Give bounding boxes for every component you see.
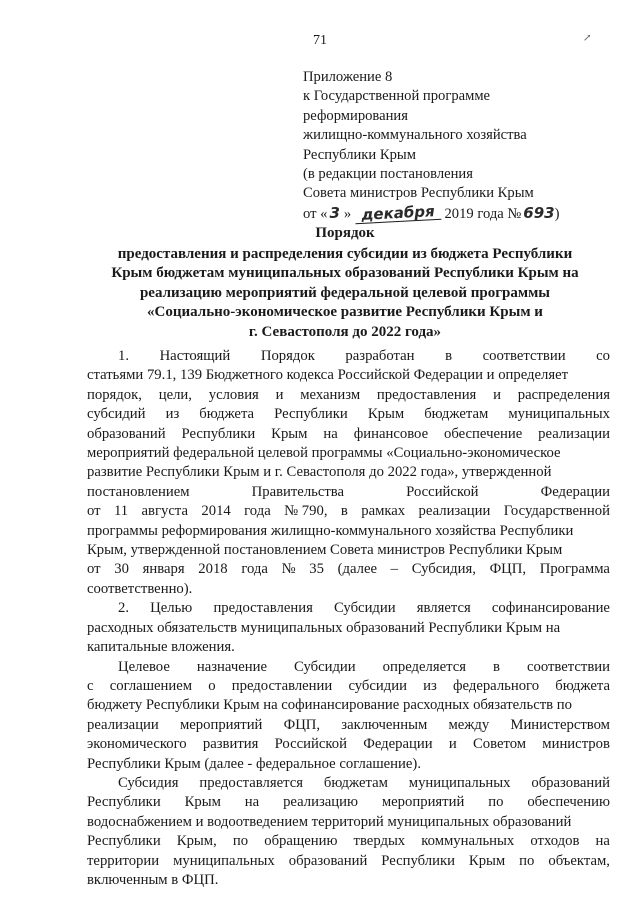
word: Республики	[87, 794, 161, 811]
word: Субсидия	[118, 774, 179, 791]
text-line	[87, 774, 610, 793]
word: 1.	[118, 348, 130, 364]
text-line	[87, 541, 610, 560]
word: по	[232, 833, 249, 850]
text-line	[87, 658, 610, 677]
word: порядок,	[87, 386, 142, 403]
word: отходов	[530, 833, 580, 850]
word: развитие Республики Крым и г. Севастополя до 2022 года», утвержденной	[87, 464, 552, 481]
word: Субсидии	[294, 658, 356, 675]
word: 11	[113, 503, 129, 520]
text-line	[87, 735, 610, 754]
paragraph-3	[87, 658, 610, 774]
word: Настоящий	[159, 348, 231, 364]
word: и	[493, 386, 501, 403]
word: Российской	[406, 483, 479, 500]
word: предоставления	[213, 600, 313, 617]
word: соответственно).	[87, 580, 193, 597]
word: 30	[114, 561, 129, 578]
appendix-line: Республики Крым	[303, 146, 416, 163]
word: Государственной	[503, 503, 610, 520]
sign-suffix: )	[554, 205, 560, 222]
word: бюджета	[199, 406, 255, 423]
word: обеспечению	[527, 794, 610, 811]
word: 2014	[201, 503, 231, 520]
text-line	[87, 813, 610, 832]
appendix-line: (в редакции постановления	[303, 166, 473, 183]
word: Крым	[367, 406, 405, 423]
handwritten-month: декабря	[354, 203, 441, 224]
word: федерального	[453, 677, 540, 694]
word: 2018	[198, 561, 228, 578]
decree-date-line	[303, 201, 623, 224]
word: мероприятий федеральной целевой программы «Социально-экономическое	[87, 445, 561, 462]
word: в	[493, 658, 500, 675]
word: Крым,	[176, 833, 217, 850]
text-line	[87, 755, 610, 774]
word: мероприятий	[381, 794, 465, 811]
word: (далее	[337, 561, 377, 578]
word: статьями 79.1, 139 Бюджетного кодекса Российской Федерации и определяет	[87, 367, 569, 384]
word: между	[448, 716, 490, 733]
word: рамках	[361, 503, 406, 520]
word: в	[445, 348, 453, 364]
text-line	[87, 347, 610, 366]
sign-year-text: 2019 года №	[444, 205, 522, 222]
word: программы реформирования жилищно-коммунального хозяйства Республики	[87, 522, 574, 539]
word: водоснабжением и водоотведением территорий муниципальных образований	[87, 813, 572, 830]
appendix-block	[303, 68, 623, 224]
document-title	[80, 224, 610, 343]
word: коммунальных	[421, 833, 515, 850]
word: разработан	[345, 348, 415, 364]
page-number: 71	[313, 33, 327, 48]
word: обращению	[264, 833, 338, 850]
word: и	[275, 386, 284, 403]
text-line	[87, 444, 610, 463]
word: Республики	[181, 425, 256, 442]
word: Крым	[468, 852, 506, 869]
text-line	[87, 405, 610, 424]
word: муниципальных	[173, 852, 275, 869]
text-line	[87, 386, 610, 405]
title-line: г. Севастополя до 2022 года»	[248, 323, 442, 340]
word: расходных обязательств муниципальных образований Республики Крым на	[87, 619, 561, 636]
word: Крым, утвержденной постановлением Совета министров Республики Крым	[87, 542, 563, 559]
word: Республики	[381, 852, 455, 869]
word: Субсидии	[334, 600, 396, 617]
word: софинансирование	[491, 600, 610, 617]
document-body	[87, 347, 610, 890]
word: реализации	[538, 425, 610, 442]
word: соглашением	[109, 677, 193, 694]
word: предоставлении	[231, 677, 333, 694]
paragraph-4	[87, 774, 610, 890]
word: Федерации	[540, 483, 610, 500]
word: от	[87, 561, 101, 578]
word: мероприятий	[179, 716, 263, 733]
word: из	[165, 406, 180, 423]
word: Министерством	[510, 716, 610, 733]
word: муниципальных	[408, 774, 511, 791]
word: Республики Крым (далее - федеральное соглашение).	[87, 755, 421, 772]
title-head: Порядок	[315, 225, 375, 241]
word: образований	[87, 425, 166, 442]
text-line	[87, 619, 610, 638]
text-line	[87, 599, 610, 618]
word: года	[241, 561, 268, 578]
word: Целевое	[118, 658, 170, 675]
word: Целью	[150, 600, 193, 617]
sign-prefix: от «	[303, 205, 328, 222]
word: и	[448, 736, 457, 753]
appendix-line: жилищно-коммунального хозяйства	[303, 127, 527, 144]
word: образований	[531, 774, 610, 791]
handwritten-number: 693	[523, 203, 555, 222]
word: бюджетам	[323, 774, 388, 791]
text-line	[87, 696, 610, 715]
word: ФЦП,	[283, 716, 321, 733]
word: Крым	[271, 425, 308, 442]
word: реализации	[418, 503, 491, 520]
word: экономического	[87, 736, 187, 753]
word: твердых	[353, 833, 406, 850]
word: № 790,	[284, 503, 328, 520]
handwritten-day: 3	[329, 203, 340, 222]
text-line	[87, 871, 610, 890]
word: условия	[208, 386, 259, 403]
word: механизм	[300, 386, 361, 403]
word: Субсидия,	[411, 561, 476, 578]
word: с	[87, 677, 94, 694]
word: бюджетам	[424, 406, 489, 423]
word: муниципальных	[508, 406, 610, 423]
word: субсидии	[348, 677, 407, 694]
word: ФЦП,	[489, 561, 527, 578]
word: образований	[288, 852, 368, 869]
word: назначение	[196, 658, 267, 675]
appendix-line: Приложение 8	[303, 69, 393, 85]
word: Крым	[184, 794, 221, 811]
text-line	[87, 463, 610, 482]
word: соответствии	[482, 348, 566, 364]
word: по	[488, 794, 504, 811]
word: соответствии	[526, 658, 610, 675]
word: является	[416, 600, 471, 617]
text-line	[87, 832, 610, 851]
word: территории	[87, 852, 160, 869]
word: –	[390, 561, 399, 578]
word: министров	[542, 736, 610, 753]
word: развития	[202, 736, 259, 753]
word: Правительства	[251, 483, 345, 500]
word: на	[323, 425, 338, 442]
word: бюджета	[555, 677, 610, 694]
word: финансовое	[353, 425, 429, 442]
word: 35	[309, 561, 324, 578]
word: января	[142, 561, 185, 578]
word: капитальные вложения.	[87, 639, 235, 656]
word: по	[519, 852, 535, 869]
word: из	[423, 677, 437, 694]
word: реализацию	[283, 794, 358, 811]
text-line	[87, 638, 610, 657]
title-line: реализацию мероприятий федеральной целевой программы	[139, 284, 551, 301]
word: включенным в ФЦП.	[87, 871, 219, 888]
text-line	[87, 852, 610, 871]
word: Порядок	[260, 348, 315, 364]
text-line	[87, 425, 610, 444]
word: года	[244, 503, 271, 520]
text-line	[87, 793, 610, 812]
word: №	[281, 561, 296, 578]
word: Российской	[274, 736, 348, 753]
text-line	[87, 580, 610, 599]
text-line	[87, 483, 610, 502]
word: со	[596, 348, 610, 364]
text-line	[87, 522, 610, 541]
word: 2.	[118, 600, 130, 617]
corner-mark: ↗	[583, 33, 592, 44]
word: в	[340, 503, 348, 520]
appendix-line: Совета министров Республики Крым	[303, 185, 534, 202]
word: августа	[141, 503, 188, 520]
paragraph-1	[87, 347, 610, 599]
title-line: предоставления и распределения субсидии из бюджета Республики	[117, 245, 573, 262]
word: заключенным	[341, 716, 428, 733]
appendix-line: к Государственной программе	[303, 88, 491, 105]
paragraph-2	[87, 599, 610, 657]
word: о	[208, 677, 216, 694]
word: Советом	[472, 736, 527, 753]
word: объектам,	[548, 852, 610, 869]
title-line: Крым бюджетам муниципальных образований Республики Крым на	[111, 265, 579, 282]
word: Программа	[539, 561, 610, 578]
title-line: «Социально-экономическое развитие Республики Крым и	[147, 304, 543, 321]
text-line	[87, 366, 610, 385]
word: цели,	[158, 386, 192, 403]
word: определяется	[382, 658, 467, 675]
appendix-line: реформирования	[303, 107, 408, 124]
word: предоставляется	[199, 774, 303, 791]
word: Республики	[87, 833, 161, 850]
word: на	[595, 833, 610, 850]
word: субсидий	[87, 406, 146, 423]
sign-mid: »	[343, 205, 352, 222]
text-line	[87, 560, 610, 579]
word: обеспечение	[444, 425, 523, 442]
word: Федерации	[363, 736, 433, 753]
word: предоставления	[376, 386, 477, 403]
text-line	[87, 716, 610, 735]
word: на	[244, 794, 260, 811]
word: Республики	[274, 406, 348, 423]
word: бюджету Республики Крым на софинансирование расходных обязательств по	[87, 697, 572, 714]
word: распределения	[517, 386, 610, 403]
word: от	[87, 503, 101, 520]
word: реализации	[87, 716, 159, 733]
text-line	[87, 502, 610, 521]
word: постановлением	[87, 483, 190, 500]
text-line	[87, 677, 610, 696]
